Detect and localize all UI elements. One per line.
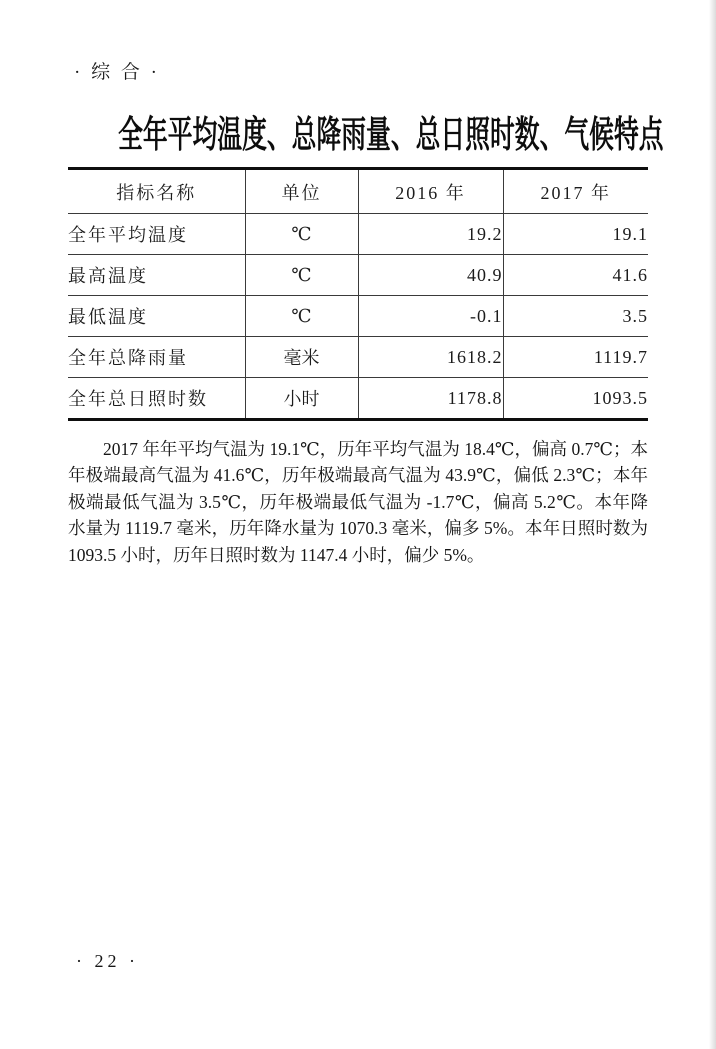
row-total-sunshine-2016: 1178.8	[358, 378, 503, 420]
header-year-2017: 2017 年	[503, 169, 648, 214]
page-number: · 22 ·	[76, 951, 139, 971]
row-annual-avg-temp-2017: 19.1	[503, 214, 648, 255]
row-total-rainfall-2017: 1119.7	[503, 337, 648, 378]
row-total-rainfall-unit: 毫米	[245, 337, 358, 378]
row-max-temp-name: 最高温度	[68, 255, 245, 296]
row-min-temp-2016: -0.1	[358, 296, 503, 337]
row-total-sunshine-unit: 小时	[245, 378, 358, 420]
scan-edge-shadow	[709, 0, 716, 1049]
table-row	[68, 296, 648, 337]
page-title: 全年平均温度、总降雨量、总日照时数、气候特点	[118, 115, 664, 156]
table-row	[68, 214, 648, 255]
row-total-sunshine-name: 全年总日照时数	[68, 378, 245, 420]
row-min-temp-unit: ℃	[245, 296, 358, 337]
row-min-temp-name: 最低温度	[68, 296, 245, 337]
table-row	[68, 378, 648, 420]
table-row	[68, 337, 648, 378]
table-row	[68, 255, 648, 296]
row-annual-avg-temp-unit: ℃	[245, 214, 358, 255]
row-max-temp-2016: 40.9	[358, 255, 503, 296]
table-header-row	[68, 169, 648, 214]
row-total-rainfall-2016: 1618.2	[358, 337, 503, 378]
row-annual-avg-temp-name: 全年平均温度	[68, 214, 245, 255]
row-min-temp-2017: 3.5	[503, 296, 648, 337]
row-max-temp-unit: ℃	[245, 255, 358, 296]
header-year-2016: 2016 年	[358, 169, 503, 214]
row-total-sunshine-2017: 1093.5	[503, 378, 648, 420]
table-header	[68, 169, 648, 214]
header-indicator-name: 指标名称	[68, 169, 245, 214]
row-total-rainfall-name: 全年总降雨量	[68, 337, 245, 378]
row-annual-avg-temp-2016: 19.2	[358, 214, 503, 255]
section-label: · 综 合 ·	[74, 62, 160, 83]
header-unit: 单位	[245, 169, 358, 214]
climate-summary-paragraph: 2017 年年平均气温为 19.1℃，历年平均气温为 18.4℃，偏高 0.7℃；本年极端最高气温为 41.6℃，历年极端最高气温为 43.9℃，偏低 2.3℃；本年极端最低气温为 3.5℃，历年极端最低气温为 -1.7℃，偏高 5.2℃。本年降水量为 1119.7 毫米，历年降水量为 1070.3 毫米，偏多 5%。本年日照时数为 1093.5 小时，历年日照时数为 1147.4 小时，偏少 5%。	[68, 438, 648, 565]
climate-stats-table	[68, 167, 648, 421]
table-body	[68, 214, 648, 420]
row-max-temp-2017: 41.6	[503, 255, 648, 296]
